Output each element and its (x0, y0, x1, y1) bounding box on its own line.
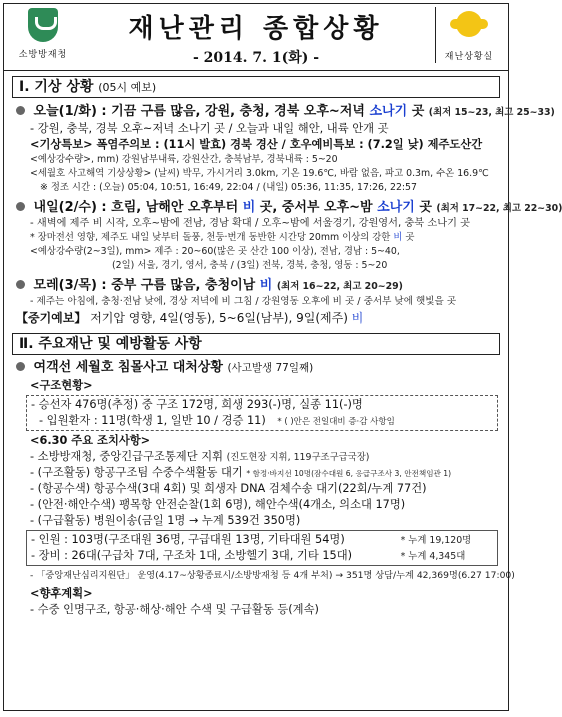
rescue-line-2 (39, 413, 493, 429)
future-1: - 수중 인명구조, 항공·해상·해안 수색 및 구급활동 등(계속) (30, 603, 319, 616)
section-weather-title: Ⅰ. 기상 상황 (19, 79, 94, 95)
measure-5: - (구급활동) 병원이송(금일 1명 → 누계 539건 350명) (30, 514, 301, 527)
dayafter-line-1: - 제주는 아침에, 충청·전남 낮에, 경상 저녁에 비 그침 / 강원영동 오후에 비 곳 / 중서부 낮에 햇빛을 곳 (30, 296, 457, 307)
section-disaster-title: Ⅱ. 주요재난 및 예방활동 사항 (19, 336, 202, 352)
tomorrow-line-3: <예상강수량(2~3일), mm> 제주 : 20~60(많은 곳 산간 100 이상), 전남, 경남 : 5~40, (30, 246, 400, 257)
measure-4: - (안전·해안수색) 팽목항 안전순찰(1회 6명), 해안수색(4개소, 의소대 17명) (30, 498, 406, 511)
incident-heading (16, 358, 508, 378)
tomorrow-highlight-1: 비 (242, 200, 256, 215)
forecast-dayafter (16, 276, 508, 295)
bullet-icon (16, 280, 25, 289)
resource-personnel-text: - 인원 : 103명(구조대원 36명, 구급대원 13명, 기타대원 54명) (31, 533, 345, 546)
psych-support-center: - 「중앙재난심리지원단」 운영(4.17~상황종료시/소방방재청 등 4개 부처) → 351명 상담/누계 42,369명(6.27 17:00) (30, 570, 515, 581)
report-header (4, 4, 508, 71)
measure-1 (16, 449, 508, 465)
resource-personnel-note: * 누계 19,120명 (400, 535, 472, 546)
section-weather-sub: (05시 예보) (98, 81, 157, 94)
dayafter-desc: 중부 구름 많음, 충청이남 (111, 278, 256, 293)
measure-2-note: * 함정·바지선 10명(잠수대원 6, 응급구조사 3, 안전책임관 1) (246, 469, 452, 478)
midterm-label: 【중기예보】 (16, 311, 87, 325)
today-tail: 곳 (411, 104, 425, 119)
measures-label: <6.30 주요 조치사항> (30, 434, 151, 447)
measure-2-text: - (구조활동) 항공구조팀 수중수색활동 대기 (30, 466, 243, 479)
agency-logo (12, 8, 74, 60)
today-highlight: 소나기 (369, 104, 408, 119)
tomorrow-line-2-highlight: 비 (393, 232, 403, 243)
rescue-box (26, 395, 498, 431)
section-weather-heading (12, 76, 500, 98)
report-title-block (84, 8, 428, 67)
rescue-note: * ( )안은 전일대비 증·감 사항임 (277, 417, 395, 427)
tomorrow-line-2 (16, 231, 508, 245)
tomorrow-line-4: (2일) 서울, 경기, 영서, 충북 / (3일) 전북, 경북, 충청, 영동 : 5~20 (112, 260, 388, 271)
resource-equipment-note: * 누계 4,345대 (400, 551, 466, 562)
tomorrow-line-2a: * 장마전선 영향, 제주도 내일 낮부터 돌풍, 천둥·번개 동반한 시간당 20mm 이상의 강한 (30, 232, 391, 243)
situation-room-name: 재난상황실 (444, 52, 494, 62)
resource-equipment (31, 548, 493, 564)
dayafter-day: 모레(3/목) : (33, 278, 107, 293)
dayafter-highlight: 비 (259, 278, 273, 293)
tomorrow-tail: 곳 (419, 200, 432, 215)
mascot-icon (456, 11, 482, 37)
shield-icon (28, 8, 58, 42)
tomorrow-line-1: - 새벽에 제주 비 시작, 오후~밤에 전남, 경남 확대 / 오후~밤에 서울경기, 강원영서, 충북 소나기 곳 (30, 218, 470, 229)
tomorrow-line-2b: 곳 (405, 232, 415, 243)
rescue-line-2-text: - 입원환자 : 11명(학생 1, 일반 10 / 경증 11) (39, 414, 266, 427)
today-line-1: - 강원, 충북, 경북 오후~저녁 소나기 곳 / 오늘과 내일 해안, 내륙 안개 곳 (30, 122, 389, 135)
today-line-2: <기상특보> 폭염주의보 : (11시 발효) 경북 경산 / 호우예비특보 : (7.2일 낮) 제주도산간 (30, 138, 483, 151)
incident-sub: (사고발생 77일째) (227, 362, 314, 374)
report-page (3, 3, 562, 711)
rescue-label: <구조현황> (30, 379, 93, 392)
incident-title: 여객선 세월호 침몰사고 대처상황 (33, 360, 223, 375)
resource-equipment-text: - 장비 : 26대(구급차 7대, 구조차 1대, 소방헬기 3대, 기타 15대) (31, 549, 353, 562)
agency-name: 소방방재청 (18, 50, 68, 60)
today-line-3: <예상강수량>, mm) 강원남부내륙, 강원산간, 충북남부, 경북내륙 : 5~20 (30, 154, 338, 165)
today-line-4: <세월호 사고해역 기상상황> (날씨) 박무, 가시거리 3.0km, 기온 19.6℃, 바람 없음, 파고 0.3m, 수온 16.9℃ (30, 168, 489, 179)
rescue-line-1: - 승선자 476명(추정) 중 구조 172명, 희생 293(-)명, 실종 11(-)명 (31, 398, 363, 411)
resource-personnel (31, 532, 493, 548)
forecast-today (16, 102, 555, 121)
today-line-5: ※ 정조 시간 : (오늘) 05:04, 10:51, 16:49, 22:04 / (내일) 05:36, 11:35, 17:26, 22:57 (40, 182, 417, 193)
dayafter-temp: (최저 16~22, 최고 20~29) (276, 281, 403, 292)
bullet-icon (16, 202, 25, 211)
situation-room-logo (435, 7, 502, 63)
midterm-highlight: 비 (351, 311, 364, 325)
section-disaster-heading (12, 333, 500, 355)
measure-1-text: - 소방방재청, 중앙긴급구조통제단 지휘 (30, 450, 224, 463)
tomorrow-mid: 곳, 중서부 오후~밤 (259, 200, 373, 215)
today-temp: (최저 15~23, 최고 25~33) (428, 107, 555, 118)
tomorrow-desc: 흐림, 남해안 오후부터 (111, 200, 239, 215)
today-desc: 기끔 구름 많음, 강원, 충청, 경북 오후~저녁 (111, 104, 365, 119)
tomorrow-highlight-2: 소나기 (377, 200, 415, 215)
midterm-forecast (16, 309, 508, 328)
tomorrow-day: 내일(2/수) : (33, 200, 107, 215)
future-label: <향후계획> (30, 587, 93, 600)
measure-3: - (항공수색) 항공수색(3대 4회) 및 희생자 DNA 검체수송 대기(22회/누계 77건) (30, 482, 427, 495)
forecast-tomorrow (16, 198, 562, 217)
measure-2 (16, 465, 508, 481)
resources-box (26, 530, 498, 566)
report-date: - 2014. 7. 1(화) - (192, 50, 320, 66)
today-day: 오늘(1/화) : (33, 104, 107, 119)
bullet-icon (16, 362, 25, 371)
measure-1-note: (진도현장 지휘, 119구조구급국장) (226, 452, 370, 463)
midterm-text: 저기압 영향, 4일(영동), 5~6일(남부), 9일(제주) (90, 311, 348, 325)
report-title: 재난관리 종합상황 (128, 14, 384, 44)
bullet-icon (16, 106, 25, 115)
tomorrow-temp: (최저 17~22, 최고 22~30) (436, 203, 562, 214)
